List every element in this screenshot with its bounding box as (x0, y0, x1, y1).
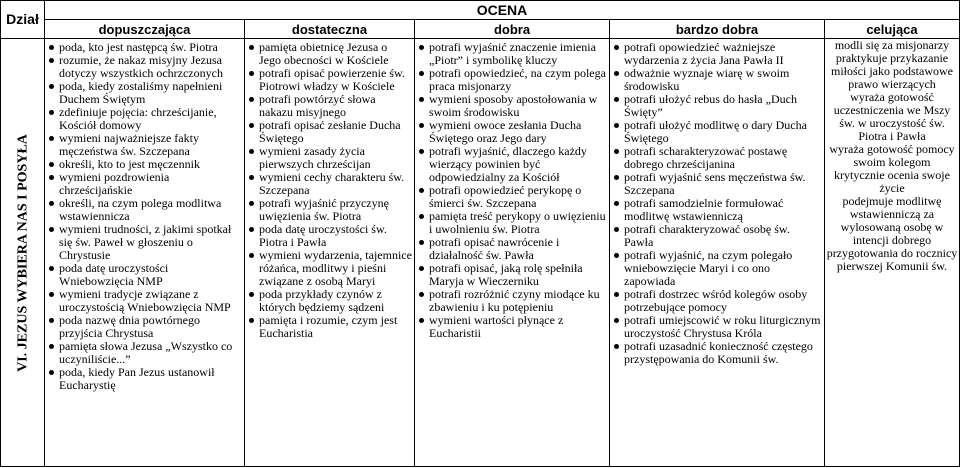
grade-header-dopuszczajaca: dopuszczająca (45, 20, 245, 39)
criterion-item: potrafi wyjaśnić sens męczeństwa św. Szczepana (610, 171, 822, 197)
criteria-list-bardzo-dobra (610, 41, 824, 366)
criteria-list-celujaca (825, 39, 959, 273)
criterion-item: wymieni sposoby apostołowania w swoim środowisku (415, 93, 607, 119)
criterion-item: pamięta treść perykopy o uwięzieniu i uwolnieniu św. Piotra (415, 210, 607, 236)
grade-header-dostateczna: dostateczna (245, 20, 415, 39)
criterion-item: wyraża gotowość pomocy swoim kolegom (829, 142, 955, 169)
criterion-item: potrafi wyjaśnić przyczynę uwięzienia św. Piotra (245, 197, 412, 223)
criterion-item: potrafi rozróżnić czyny miodące ku zbawieniu i ku potępieniu (415, 288, 607, 314)
criterion-item: wyraża gotowość uczestniczenia we Mszy św. w uroczystość św. Piotra i Pawła (833, 90, 951, 143)
criterion-item: potrafi opowiedzieć ważniejsze wydarzenia z życia Jana Pawła II (610, 41, 822, 67)
criterion-item: wymieni wydarzenia, tajemnice różańca, modlitwy i pieśni związane z osobą Maryi (245, 249, 412, 288)
criterion-item: pamięta obietnicę Jezusa o Jego obecności w Kościele (245, 41, 412, 67)
criterion-item: poda, kiedy zostaliśmy napełnieni Duchem Świętym (45, 80, 242, 106)
criterion-item: wymieni najważniejsze fakty męczeństwa św. Szczepana (45, 132, 242, 158)
criterion-item: poda datę uroczystości św. Piotra i Pawła (245, 223, 412, 249)
criterion-item: potrafi wyjaśnić znaczenie imienia „Piotr” i symbolikę kluczy (415, 41, 607, 67)
criteria-dopuszczajaca (45, 39, 245, 467)
criterion-item: określi, kto to jest męczennik (45, 158, 242, 171)
criteria-celujaca (825, 39, 960, 467)
criteria-bardzo-dobra (610, 39, 825, 467)
criteria-dostateczna (245, 39, 415, 467)
section-title: VI. JEZUS WYBIERA NAS I POSYŁA (15, 133, 30, 372)
criterion-item: potrafi opisać zesłanie Ducha Świętego (245, 119, 412, 145)
grade-header-bardzo-dobra: bardzo dobra (610, 20, 825, 39)
criteria-dobra (415, 39, 610, 467)
criterion-item: rozumie, że nakaz misyjny Jezusa dotyczy wszystkich ochrzczonych (45, 54, 242, 80)
criterion-item: potrafi opisać nawrócenie i działalność św. Pawła (415, 236, 607, 262)
criterion-item: wymieni owoce zesłania Ducha Świętego oraz Jego dary (415, 119, 607, 145)
grade-header-dobra: dobra (415, 20, 610, 39)
ocena-header: OCENA (45, 1, 960, 20)
criterion-item: potrafi charakteryzować osobę św. Pawła (610, 223, 822, 249)
criterion-item: potrafi dostrzec wśród kolegów osoby potrzebujące pomocy (610, 288, 822, 314)
criteria-list-dopuszczajaca (45, 41, 244, 392)
criterion-item: potrafi opowiedzieć, na czym polega praca misjonarzy (415, 67, 607, 93)
criterion-item: praktykuje przykazanie miłości jako podstawowe prawo wierzących (831, 51, 953, 91)
criterion-item: potrafi scharakteryzować postawę dobrego chrześcijanina (610, 145, 822, 171)
criterion-item: odważnie wyznaje wiarę w swoim środowisku (610, 67, 822, 93)
criterion-item: wymieni wartości płynące z Eucharistii (415, 314, 607, 340)
grade-header-celujaca: celująca (825, 20, 960, 39)
criterion-item: potrafi samodzielnie formułować modlitwę wstawienniczą (610, 197, 822, 223)
criterion-item: krytycznie ocenia swoje życie (834, 168, 950, 195)
criterion-item: poda nazwę dnia powtórnego przyjścia Chrystusa (45, 314, 242, 340)
criterion-item: potrafi wyjaśnić, dlaczego każdy wierzący powinien być odpowiedzialny za Kościół (415, 145, 607, 184)
criterion-item: wymieni cechy charakteru św. Szczepana (245, 171, 412, 197)
criterion-item: poda, kto jest następcą św. Piotra (45, 41, 242, 54)
criterion-item: potrafi uzasadnić konieczność częstego przystępowania do Komunii św. (610, 340, 822, 366)
criterion-item: wymieni zasady życia pierwszych chrześcijan (245, 145, 412, 171)
criterion-item: określi, na czym polega modlitwa wstawiennicza (45, 197, 242, 223)
criterion-item: potrafi opisać powierzenie św. Piotrowi władzy w Kościele (245, 67, 412, 93)
criterion-item: pamięta słowa Jezusa „Wszystko co uczyniliście...” (45, 340, 242, 366)
criterion-item: pamięta i rozumie, czym jest Eucharistia (245, 314, 412, 340)
criterion-item: zdefiniuje pojęcia: chrześcijanie, Kościół domowy (45, 106, 242, 132)
criterion-item: podejmuje modlitwę wstawienniczą za wylosowaną osobę w intencji dobrego przygotowania do rocznicy pierwszej Komunii św. (826, 194, 958, 273)
criterion-item: poda przykłady czynów z których będziemy sądzeni (245, 288, 412, 314)
section-cell (1, 39, 45, 467)
criterion-item: wymieni tradycje związane z uroczystością Wniebowzięcia NMP (45, 288, 242, 314)
criterion-item: poda, kiedy Pan Jezus ustanowił Eucharystię (45, 366, 242, 392)
criterion-item: potrafi ułożyć modlitwę o dary Ducha Świętego (610, 119, 822, 145)
criterion-item: potrafi opowiedzieć perykopę o śmierci św. Szczepana (415, 184, 607, 210)
criteria-list-dobra (415, 41, 609, 340)
section-column-header: Dział (1, 1, 45, 39)
criterion-item: potrafi ułożyć rebus do hasła „Duch Święty” (610, 93, 822, 119)
criterion-item: poda datę uroczystości Wniebowzięcia NMP (45, 262, 242, 288)
criterion-item: potrafi umiejscowić w roku liturgicznym uroczystość Chrystusa Króla (610, 314, 822, 340)
criterion-item: potrafi opisać, jaką rolę spełniła Maryja w Wieczerniku (415, 262, 607, 288)
criterion-item: wymieni trudności, z jakimi spotkał się św. Paweł w głoszeniu o Chrystusie (45, 223, 242, 262)
criteria-list-dostateczna (245, 41, 414, 340)
criterion-item: potrafi wyjaśnić, na czym polegało wniebowzięcie Maryi i co ono zapowiada (610, 249, 822, 288)
criterion-item: wymieni pozdrowienia chrześcijańskie (45, 171, 242, 197)
criterion-item: potrafi powtórzyć słowa nakazu misyjnego (245, 93, 412, 119)
criterion-item: modli się za misjonarzy (834, 38, 950, 52)
